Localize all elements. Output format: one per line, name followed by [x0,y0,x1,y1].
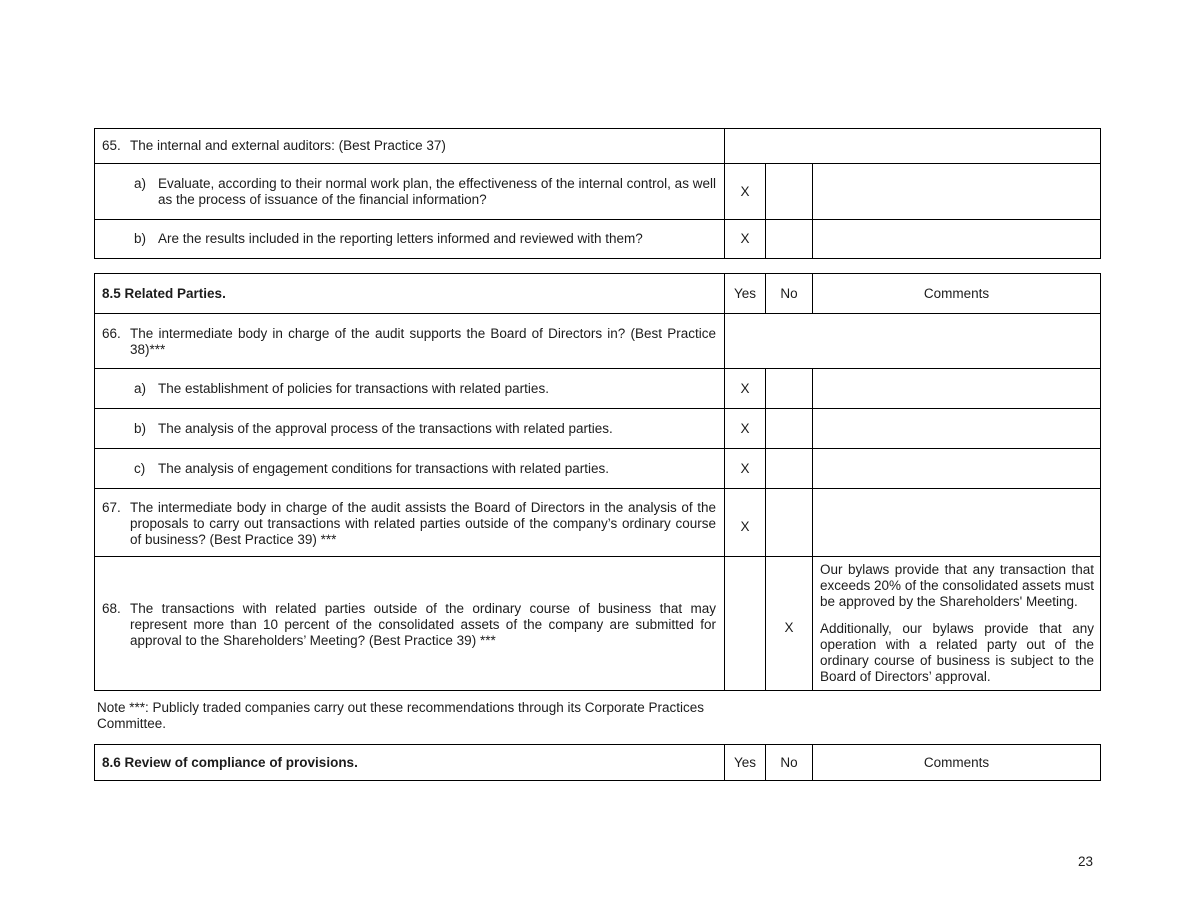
question-65a [95,170,724,214]
comments-67 [813,489,1101,557]
question-number: 66. [102,326,121,341]
question-text: The intermediate body in charge of the audit assists the Board of Directors in the analysis of the proposals to carry out transactions with related parties outside of the company’s ordinary course of business? (Best Practice 39) *** [130,499,716,547]
question-text: The analysis of the approval process of the transactions with related parties. [158,420,613,436]
question-67-cell [95,489,725,557]
section-header-row [95,745,1101,781]
question-text: Are the results included in the reporting letters informed and reviewed with them? [158,231,643,246]
question-letter: b) [134,231,147,246]
related-parties-table [94,273,1101,691]
question-text: Evaluate, according to their normal work plan, the effectiveness of the internal control, as well as the process of issuance of the financial information? [158,175,716,207]
table-row [95,369,1101,409]
question-66a [95,375,724,403]
comments-66a [813,369,1101,409]
section-title: 8.6 Review of compliance of provisions. [102,754,358,770]
question-text: The intermediate body in charge of the audit supports the Board of Directors in? (Best Practice 38)*** [130,326,716,357]
yes-mark-66b: X [725,409,766,449]
yes-mark-66a: X [725,369,766,409]
yes-mark-65a: X [725,164,766,220]
comments-68-cell [813,557,1101,691]
comments-column-header: Comments [813,745,1101,781]
page-number: 23 [1078,854,1094,869]
question-66b-cell [95,409,725,449]
question-text: The establishment of policies for transactions with related parties. [158,380,549,396]
question-66 [95,318,724,364]
question-65-cell [95,129,725,164]
yes-column-header: Yes [725,274,766,314]
question-65 [95,132,724,160]
comments-column-header: Comments [813,274,1101,314]
no-mark-68: X [766,557,813,691]
question-66c [95,455,724,483]
comment-paragraph-2: Additionally, our bylaws provide that any operation with a related party out of the ordinary course of business is subject to the Board of Directors’ approval. [820,621,1094,684]
no-mark-65a [766,164,813,220]
question-65b [95,225,724,253]
question-66a-cell [95,369,725,409]
comments-66b [813,409,1101,449]
yes-mark-66c: X [725,449,766,489]
question-66-cell [95,314,725,369]
question-text: The transactions with related parties outside of the ordinary course of business that may represent more than 10 percent of the consolidated assets of the company are submitted for approval to the Shareholders’ Meeting? (Best Practice 39) *** [130,600,716,648]
no-mark-67 [766,489,813,557]
auditors-table [94,128,1101,259]
no-column-header: No [766,274,813,314]
table-row [95,449,1101,489]
comment-paragraph-1: Our bylaws provide that any transaction that exceeds 20% of the consolidated assets must be approved by the Shareholders' Meeting. [820,562,1094,609]
question-letter: a) [134,380,147,396]
yes-column-header: Yes [725,745,766,781]
table-row [95,129,1101,164]
yes-mark-68 [725,557,766,691]
question-text: The internal and external auditors: (Best Practice 37) [130,138,446,153]
table-row [95,409,1101,449]
table-row [95,489,1101,557]
table-row [95,164,1101,220]
question-65-answer-area [725,129,1101,164]
question-68-cell [95,557,725,691]
question-66-answer-area [725,314,1101,369]
question-text: The analysis of engagement conditions for transactions with related parties. [158,460,609,476]
table-row [95,220,1101,259]
footnote: Note ***: Publicly traded companies carry out these recommendations through its Corporate Practices Committee. [97,700,705,731]
question-letter: b) [134,420,147,436]
comments-65a [813,164,1101,220]
question-letter: a) [134,175,147,191]
yes-mark-67: X [725,489,766,557]
question-66c-cell [95,449,725,489]
question-67 [95,492,724,554]
section-header-row [95,274,1101,314]
section-title-cell [95,745,725,781]
no-column-header: No [766,745,813,781]
question-letter: c) [134,460,146,476]
question-number: 67. [102,499,121,515]
no-mark-65b [766,220,813,259]
comments-66c [813,449,1101,489]
no-mark-66b [766,409,813,449]
question-number: 68. [102,600,121,616]
question-65b-cell [95,220,725,259]
comments-65b [813,220,1101,259]
question-number: 65. [102,138,121,153]
question-68 [95,593,724,655]
table-row [95,314,1101,369]
compliance-table [94,744,1101,781]
question-66b [95,415,724,443]
no-mark-66c [766,449,813,489]
yes-mark-65b: X [725,220,766,259]
section-title: 8.5 Related Parties. [102,285,226,301]
section-title-cell [95,274,725,314]
table-row [95,557,1101,691]
question-65a-cell [95,164,725,220]
comments-68 [813,557,1100,690]
no-mark-66a [766,369,813,409]
